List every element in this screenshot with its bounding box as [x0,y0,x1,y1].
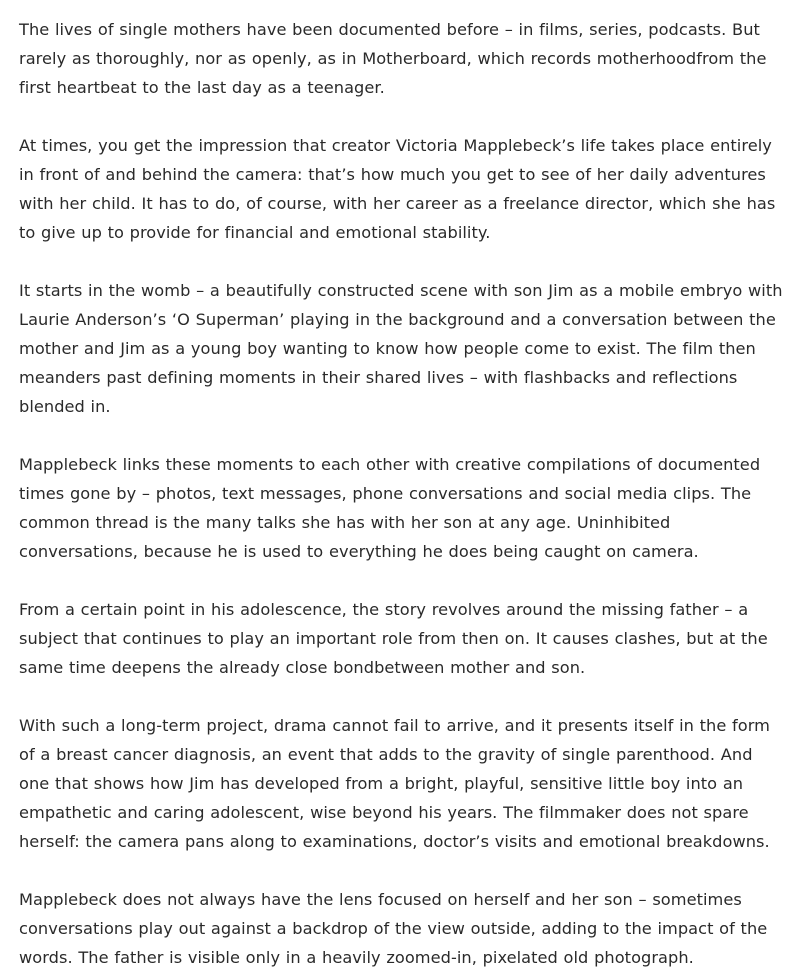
article-paragraph: At times, you get the impression that creator Victoria Mapplebeck’s life takes place entirely in front of and behind the camera: that’s how much you get to see of her daily adventures with her child. It has to do, of course, with her career as a freelance director, which she has to give up to provide for financial and emotional stability. [19,136,776,242]
article-paragraph: The lives of single mothers have been documented before – in films, series, podcasts. But rarely as thoroughly, nor as openly, as in Motherboard, which records motherhoodfrom the first heartbeat to the last day as a teenager. [19,20,767,97]
article-paragraph: Mapplebeck links these moments to each other with creative compilations of documented times gone by – photos, text messages, phone conversations and social media clips. The common thread is the many talks she has with her son at any age. Uninhibited conversations, because he is used to everything he does being caught on camera. [19,455,761,561]
article-paragraph: With such a long-term project, drama cannot fail to arrive, and it presents itself in the form of a breast cancer diagnosis, an event that adds to the gravity of single parenthood. And one that shows how Jim has developed from a bright, playful, sensitive little boy into an empathetic and caring adolescent, wise beyond his years. The filmmaker does not spare herself: the camera pans along to examinations, doctor’s visits and emotional breakdowns. [19,716,770,851]
article-paragraph: From a certain point in his adolescence, the story revolves around the missing father – a subject that continues to play an important role from then on. It causes clashes, but at the same time deepens the already close bondbetween mother and son. [19,600,768,677]
article-paragraph: It starts in the womb – a beautifully constructed scene with son Jim as a mobile embryo with Laurie Anderson’s ‘O Superman’ playing in the background and a conversation between the mother and Jim as a young boy wanting to know how people come to exist. The film then meanders past defining moments in their shared lives – with flashbacks and reflections blended in. [19,281,783,416]
article-paragraph: Mapplebeck does not always have the lens focused on herself and her son – sometimes conversations play out against a backdrop of the view outside, adding to the impact of the words. The father is visible only in a heavily zoomed-in, pixelated old photograph. [19,890,768,967]
